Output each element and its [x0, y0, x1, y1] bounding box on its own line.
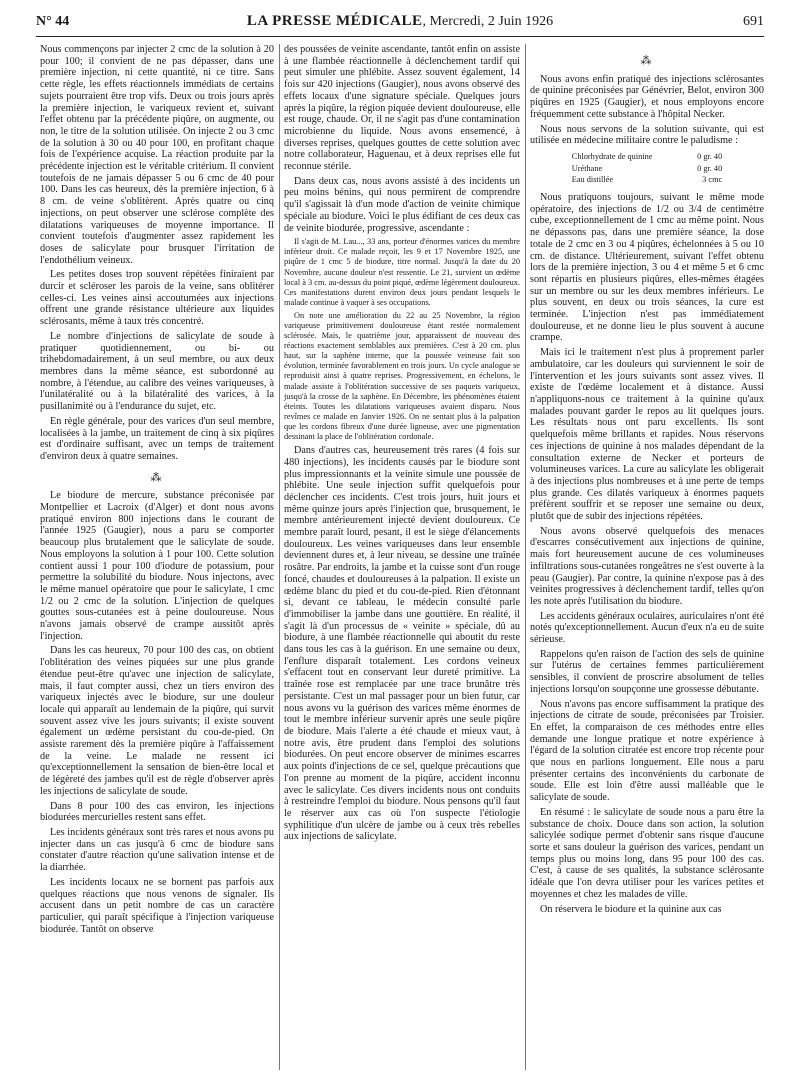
paragraph: Nous pratiquons toujours, suivant le même mode opératoire, des injections de 1/2 ou 3/4 de centimètre cube, exceptionnellement de 1 cmc au même point. Nous ne dépassons pas, dans une première séance, la dose totale de 2 cmc en 3 ou 4 piqûres, échelonnées à 5 ou 10 cm. de distance. Ultérieurement, suivant l'effet obtenu lors de la première injection, 3 ou 4 et même 5 et 6 cmc sont répartis en plusieurs piqûres, elles-mêmes étagées sur un membre ou sur les deux membres inférieurs. Le plus souvent, en deux ou trois séances, la cure est terminée. L'injection n'est pas immédiatement douloureuse, et ne donne lieu le plus souvent à aucune crampe. [530, 192, 764, 344]
column-3 [530, 44, 764, 918]
paragraph: Nous commençons par injecter 2 cmc de la solution à 20 pour 100; il convient de ne pas dépasser, dans une première injection, ni cette quantité, ni ce titre. Sans cette règle, les effets réactionnels immédiats de certains sujets pourraient être trop vifs. Deux ou trois jours après la première injection, le variqueux revient et, suivant l'effet obtenu par la précédente piqûre, on augmente, ou non, le titre de la solution utilisée. On injecte 2 ou 3 cmc de la solution à 30 ou 40 pour 100, en profitant chaque fois de l'expérience acquise. La réaction produite par la précédente injection est le véritable critérium. Il convient toutefois de ne jamais dépasser 5 ou 6 cmc de 40 pour 100. Dans les cas heureux, dès la première injection, 6 à 8 cm. de veine s'oblitèrent. Après quatre ou cinq injections, on peut observer une sclérose complète des dilatations variqueuses de moyenne importance. Il convient toutefois d'augmenter assez rapidement les doses de salicylate pour brusquer l'irritation de l'endothélium veineux. [40, 44, 274, 266]
formula-dose: 3 cmc [702, 175, 723, 185]
case-observation: On note une amélioration du 22 au 25 Novembre, la région variqueuse primitivement douloureuse étant restée normalement sclérosée. Mais, le quatrième jour, apparaissent de nouveau des réactions exactement semblables aux premières. C'est à 20 cm. plus haut, sur la saphène interne, que la poussée veineuse fait son évolution, terminée favorablement en trois jours. Un cycle analogue se reproduisit ainsi à quatre reprises. Progressivement, en échelons, le malade assiste à l'oblitération successive de ses paquets variqueux, jusqu'à la crosse de la saphène. En Décembre, les phénomènes étaient éteints. Toutes les dilatations variqueuses avaient disparu. Nous revîmes ce malade en Janvier 1926. On ne sentait plus à la palpation que les cordons fibreux d'une durée ligneuse, avec une pigmentation dessinant la place de l'oblitération cordonale. [284, 310, 520, 442]
paragraph: Rappelons qu'en raison de l'action des sels de quinine sur l'utérus de certaines femmes particulièrement sensibles, il convient de proscrire absolument de telles injections lorsqu'on soupçonne une grossesse débutante. [530, 648, 764, 695]
paragraph: des poussées de veinite ascendante, tantôt enfin on assiste à une flambée réactionnelle à déclenchement tardif qui peut simuler une phlébite. Assez souvent également, 14 fois sur 420 injections (Gaugier), nous avons observé des effets locaux d'une signature spéciale. Quelques jours après la piqûre, la région piquée devient douloureuse, elle est rouge, chaude. Or, il ne s'agit pas d'une contamination microbienne du liquide. Nous avons ensemencé, à diverses reprises, quelques gouttes de cette solution avec notre collaborateur, Haguenau, et à deux reprises elle fut reconnue stérile. [284, 44, 520, 173]
case-observation: Il s'agit de M. Lau..., 33 ans, porteur d'énormes varices du membre inférieur droit. Ce malade reçoit, les 9 et 17 Novembre 1925, une piqûre de 1 cmc 5 de biodure, titre normal. Jusqu'à la date du 20 Novembre, aucune douleur n'est ressentie. Le 21, survient un œdème local à 3 cm. au-dessus du point piqué, œdème légèrement douloureux. Ces manifestations durent environ deux jours pendant lesquels le malade continue à vaquer à ses occupations. [284, 237, 520, 307]
section-separator: ⁂ [150, 471, 164, 484]
paragraph: En règle générale, pour des varices d'un seul membre, localisées à la jambe, un traitement de cinq à six piqûres est d'ordinaire suffisant, avec un temps de traitement d'environ deux à quatre semaines. [40, 415, 274, 462]
journal-title: LA PRESSE MÉDICALE [246, 13, 423, 29]
paragraph: Mais ici le traitement n'est plus à proprement parler ambulatoire, car les douleurs qui surviennent le soir de l'intervention et les jours suivants sont assez vives. Il existe de l'œdème localement et à distance. Aussi n'appliquons-nous ce traitement à la quinine qu'aux malades pouvant garder le repos au lit quelques jours. Les résultats nous ont paru excellents. Ils sont quelquefois même brillants et rapides. Nous réservons ces injections de quinine à nos malades dépendant de la consultation externe de Necker et porteurs de volumineuses varices. La cure au salicylate les obligerait à des injections plus nombreuses et à une perte de temps plus grande. Ces dilatés variqueux à énormes paquets préfèrent souffrir et se reposer une semaine ou deux, plutôt que de subir des injections répétées. [530, 347, 764, 523]
column-1 [40, 44, 274, 938]
issue-number: N° 44 [36, 14, 70, 29]
issue-date: , Mercredi, 2 Juin 1926 [422, 14, 554, 29]
paragraph: Le nombre d'injections de salicylate de soude à pratiquer quotidiennement, ou bi- ou trihebdomadairement, à un seul membre, ou aux deux membres dans la même séance, est subordonné au nombre, à l'étendue, au calibre des veines variqueuses, à l'unilatéralité ou à la bilatéralité des varices, à la pusillanimité ou à l'endurance du sujet, etc. [40, 330, 274, 413]
formula-row [570, 174, 724, 186]
paragraph: Les incidents locaux ne se bornent pas parfois aux quelques réactions que nous venons de signaler. Ils accusent dans un petit nombre de cas un caractère particulier, qui paraît spécifique à l'injection variqueuse biodurée. Tantôt on observe [40, 876, 274, 935]
paragraph: Dans d'autres cas, heureusement très rares (4 fois sur 480 injections), les incidents causés par le biodure sont plus impressionnants et la veinite simule une poussée de phlébite. Une seule injection suffit quelquefois pour déclencher ces incidents. C'est trois jours, huit jours et même quinze jours après l'injection que, brusquement, le membre antérieurement injecté devient douloureux. Ce membre paraît lourd, pesant, il est le siège d'élancements douloureux. Les veines variqueuses dans leur ensemble deviennent dures et, à leur niveau, se dessine une traînée rosâtre. Par endroits, la jambe et la cuisse sont d'un rouge foncé, chaudes et douloureuses à la palpation. Il existe un œdème blanc du pied et du cou-de-pied. Rien d'étonnant si, devant ce tableau, le médecin consulté parle d'immobiliser la jambe dans une gouttière. En réalité, il s'agit là d'un processus de « veinite » spéciale, dû au biodure, à une flambée réactionnelle qui aboutit du reste dans tous les cas à la guérison. En une semaine ou deux, l'enflure disparaît totalement. Les cordons veineux s'effacent tout en conservant leur dureté primitive. La traînée rose est remplacée par une trace brunâtre très persistante. C'est un mal passager pour un bien futur, car nous avons vu la guérison des varices même énormes de tout le membre inférieur survenir après une seule piqûre de biodure. Mais l'alerte a été chaude et mieux vaut, à notre avis, être prudent dans l'emploi des solutions biodurées. On peut encore observer de minimes escarres aux points d'injections de ce sel, quelque précautions que l'on prenne au moment de la piqûre, accident inconnu avec le salicylate. Ces divers incidents nous ont conduits à restreindre l'emploi du biodure. Nous pensons qu'il faut le réserver aux cas où l'on suspecte l'étiologie syphilitique d'un ulcère de jambe ou à ceux très rebelles aux injections de salicylate. [284, 445, 520, 843]
journal-title-line [36, 13, 764, 30]
paragraph: Nous nous servons de la solution suivante, qui est utilisée en médecine militaire contre le paludisme : [530, 123, 764, 147]
paragraph: Nous avons enfin pratiqué des injections sclérosantes de quinine préconisées par Génévrier, Belot, environ 300 piqûres en 1925 (Gaugier), et nous employons encore fréquemment cette substance à l'hôpital Necker. [530, 73, 764, 120]
formula-ingredient: Uréthane [571, 163, 603, 173]
paragraph: En résumé : le salicylate de soude nous a paru être la substance de choix. Douce dans son action, la solution salicylée sodique permet d'obtenir sans risque d'aucune sorte et sans douleur la guérison des varices, pendant un temps plus ou moins long, dans 95 pour 100 des cas. C'est, à cause de ses qualités, la substance sclérosante idéale que l'on devra utiliser pour les varices petites et moyennes et chez les malades de ville. [530, 806, 764, 900]
paragraph: Dans deux cas, nous avons assisté à des incidents un peu moins bénins, qui nous permirent de comprendre qu'il s'agissait là d'un mode d'action de veinite chimique spéciale au biodure. Voici le plus édifiant de ces deux cas de veinite biodurée, progressive, ascendante : [284, 175, 520, 234]
formula-dose: 0 gr. 40 [697, 163, 723, 173]
paragraph: Le biodure de mercure, substance préconisée par Montpellier et Lacroix (d'Alger) et dont nous avons pratiqué environ 800 injections dans le courant de l'année 1925 (Gaugier), nous a paru se comporter beaucoup plus brutalement que le salicylate de soude. Nous employons la solution à 1 pour 100. Cette solution contient aussi 1 pour 100 d'iodure de potassium, pour permettre la solubilité du biodure. Nous injectons, avec le même manuel opératoire que pour le salicylate, 1 cmc 1/2 ou 2 cmc de la solution. L'injection de quelques gouttes sous-cutanées est à peine douloureuse. Nous n'avons jamais observé de crampe aussitôt après l'injection. [40, 490, 274, 642]
paragraph: Les petites doses trop souvent répétées finiraient par durcir et scléroser les parois de la veine, sans oblitérer celles-ci. Les veines ainsi accoutumées aux injections offrent une grande résistance ultérieure aux liquides sclérosants, même à taux très concentré. [40, 269, 274, 328]
formula-row [570, 163, 724, 175]
paragraph: On réservera le biodure et la quinine aux cas [540, 903, 722, 915]
section-separator: ⁂ [640, 55, 654, 67]
column-divider [279, 44, 280, 1070]
paragraph: Les incidents généraux sont très rares et nous avons pu injecter dans un cas jusqu'à 6 cmc de biodure sans constater d'autre réaction qu'une salivation intense et de la diarrhée. [40, 827, 274, 874]
formula-table [570, 151, 724, 186]
column-divider [525, 44, 526, 1070]
page-number: 691 [743, 14, 764, 29]
column-2 [284, 44, 520, 846]
paragraph: Nous avons observé quelquefois des menaces d'escarres consécutivement aux injections de quinine, mais fort heureusement aucune de ces volumineuses infiltrations sous-cutanées rongeâtres ne s'est ouverte à la peau (Gaugier). Par contre, la quinine n'expose pas à des veinites progressives à déclenchement tardif, telles qu'on les note après l'utilisation du biodure. [530, 525, 764, 607]
formula-ingredient: Chlorhydrate de quinine [571, 151, 653, 161]
paragraph: Les accidents généraux oculaires, auriculaires n'ont été notés qu'exceptionnellement. Aucun d'eux n'a eu de suite sérieuse. [530, 610, 764, 646]
page-header [36, 10, 764, 37]
formula-ingredient: Eau distillée [571, 175, 614, 185]
paragraph: Dans 8 pour 100 des cas environ, les injections biodurées mercurielles restent sans effet. [40, 800, 274, 824]
formula-dose: 0 gr. 40 [697, 151, 723, 161]
paragraph: Nous n'avons pas encore suffisamment la pratique des injections de citrate de soude, préconisées par Troisier. En effet, la comparaison de ces méthodes entre elles demande une longue pratique et notre expérience à l'égard de la solution citratée est encore trop récente pour que nous en parlions longuement. Elle nous a paru présenter certains des inconvénients du carbonate de soude. Elle est loin d'être aussi malléable que le salicylate de soude. [530, 698, 764, 804]
formula-row [570, 151, 724, 163]
paragraph: Dans les cas heureux, 70 pour 100 des cas, on obtient l'oblitération des veines piquées sur une plus grande étendue peut-être qu'avec une injection de salicylate, mais, il faut compter aussi, chez un tiers environ des variqueux injectés avec le biodure, sur une douleur locale qui apparaît au lendemain de la piqûre, qui survit souvent assez vive les jours suivants; il existe souvent également un œdème persistant du cou-de-pied. On assiste rarement dès la première piqûre à l'affaissement de la veine. Le malade ne ressent ici qu'exceptionnellement la sensation de bien-être local et de légèreté des jambes qu'il est de règle d'observer après les injections de salicylate de soude. [40, 645, 274, 797]
